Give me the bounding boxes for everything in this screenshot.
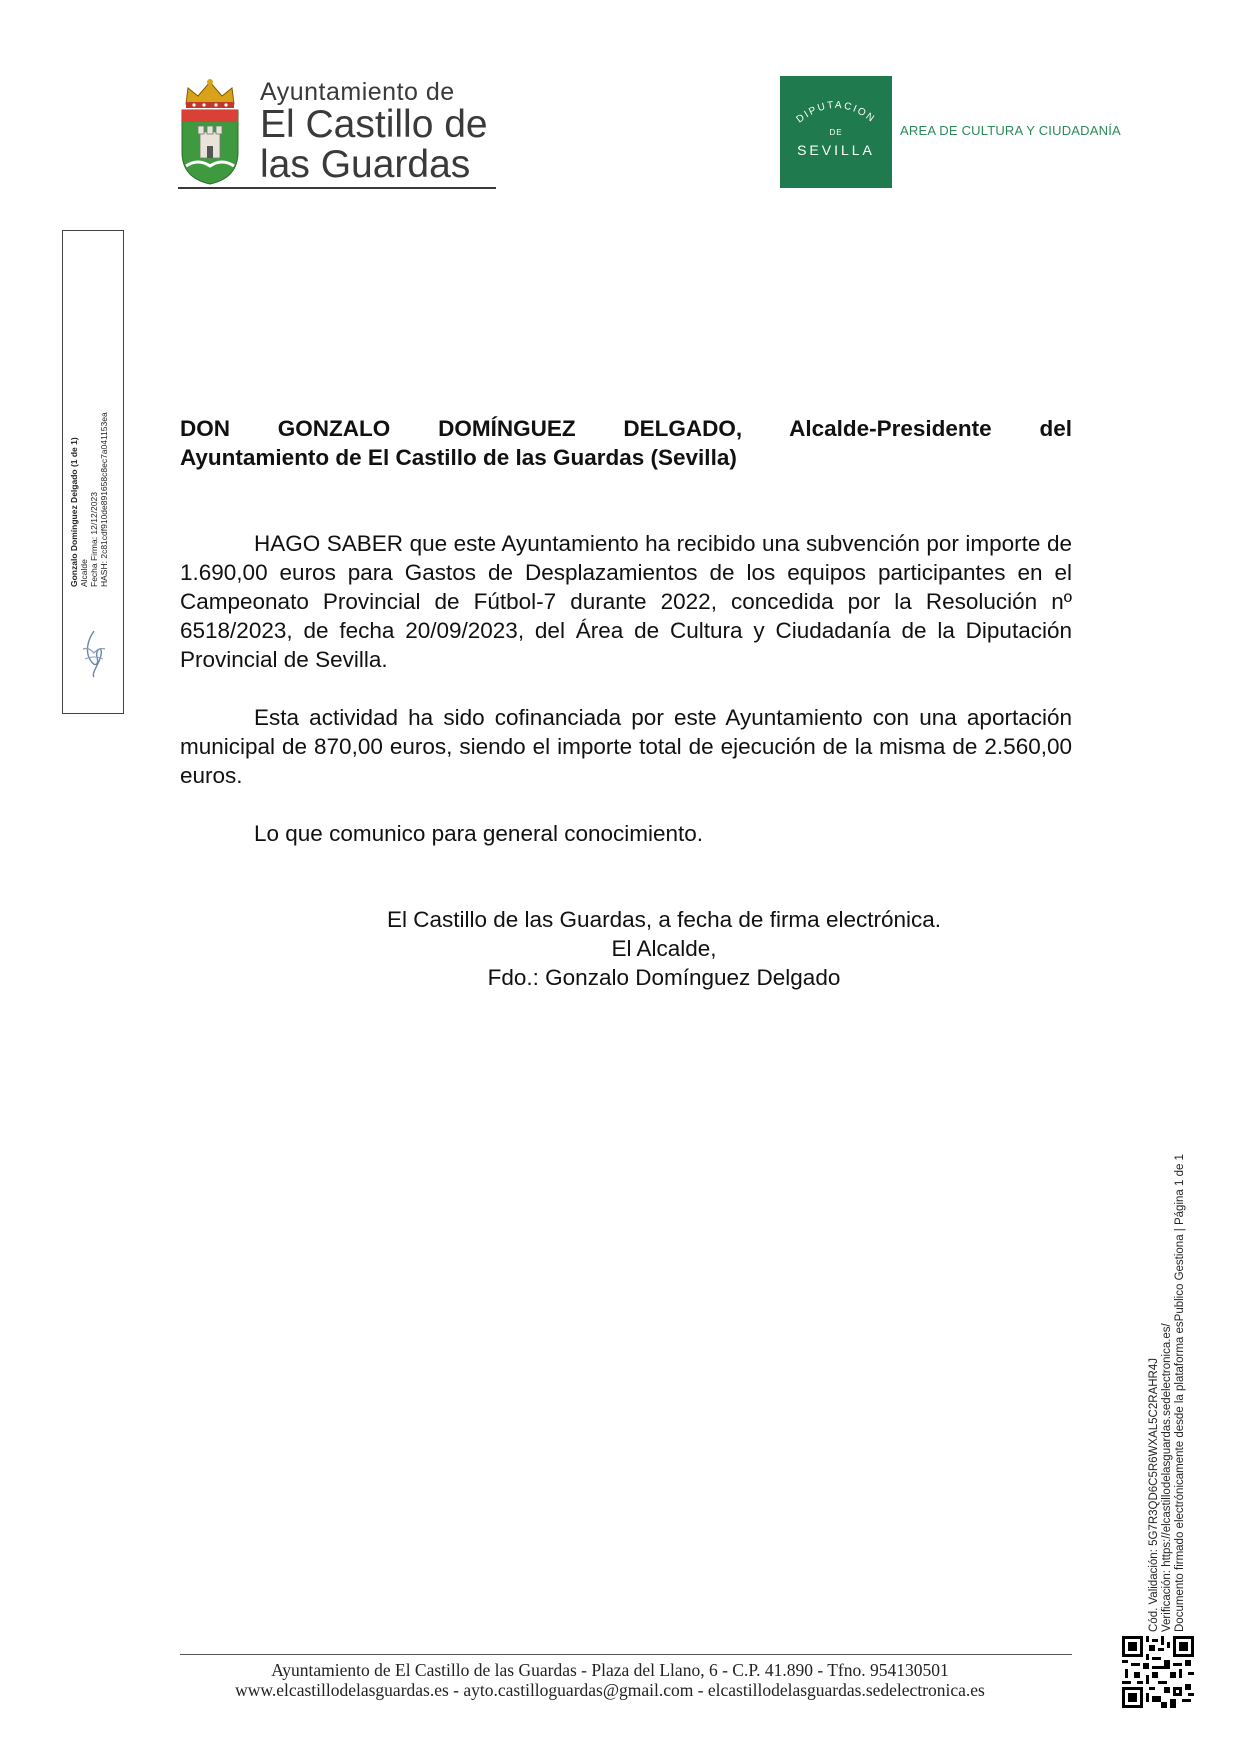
ayuntamiento-logo [178,74,498,190]
document-heading [180,414,1072,472]
signature-text [69,367,131,587]
signed-platform-note: Documento firmado electrónicamente desde la plataforma esPublico Gestiona | Página 1 de 1 [1174,1154,1186,1632]
signature-box [62,230,124,714]
sign-place: El Castillo de las Guardas, a fecha de firma electrónica. [386,907,942,932]
signer-name: Gonzalo Domínguez Delgado (1 de 1) [69,437,79,587]
sign-role: El Alcalde, [611,936,717,961]
ayuntamiento-title-line3: las Guardas [260,143,471,186]
ayuntamiento-title-line1: Ayuntamiento de [260,78,455,106]
logo-underline [178,187,496,189]
area-cultura-label: AREA DE CULTURA Y CIUDADANÍA [900,123,1121,138]
signature-hash: HASH: 2c81cdf910de891658c8ec7a041153ea [99,412,109,587]
ayuntamiento-title [260,80,488,185]
signature-date: Fecha Firma: 12/12/2023 [89,492,99,587]
diputacion-de-label: DE [829,128,843,137]
paragraph-subvencion-text: HAGO SABER que este Ayuntamiento ha recibido una subvención por importe de 1.690,00 euros para Gastos de Desplazamientos de los equipos participantes en el Campeonato Provincial de Fútbol-7 durante 2022, concedida por la Resolución nº 6518/2023, de fecha 20/09/2023, del Área de Cultura y Ciudadanía de la Diputación Provincial de Sevilla. [180,531,1072,672]
paragraph-cofinanciacion [180,703,1072,790]
signature-seal-icon [77,625,111,681]
paragraph-cofinanciacion-text: Esta actividad ha sido cofinanciada por este Ayuntamiento con una aportación municipal de 870,00 euros, siendo el importe total de ejecución de la misma de 2.560,00 euros. [180,705,1072,788]
validation-code: Cód. Validación: 5G7R3QD6C5R6WXAL5C2RAHR4J [1148,1358,1160,1632]
validation-text [1148,1092,1208,1632]
qr-code-icon [1122,1636,1194,1708]
footer [150,1660,1070,1700]
diputacion-arc-text [780,90,892,130]
paragraph-comunicacion [180,819,1072,848]
signature-block [180,905,1148,992]
verification-url[interactable]: Verificación: https://elcastillodelasguardas.sedelectronica.es/ [1161,1323,1173,1632]
heading-line1: DON GONZALO DOMÍNGUEZ DELGADO, Alcalde-Presidente del [180,416,1072,441]
footer-contacts[interactable]: www.elcastillodelasguardas.es - ayto.castilloguardas@gmail.com - elcastillodelasguardas.sedelectronica.es [235,1680,985,1700]
signer-role: Alcalde [79,559,89,587]
ayuntamiento-title-line2: El Castillo de [260,103,488,146]
heading-line2: Ayuntamiento de El Castillo de las Guardas (Sevilla) [180,445,737,470]
footer-address: Ayuntamiento de El Castillo de las Guardas - Plaza del Llano, 6 - C.P. 41.890 - Tfno. 954130501 [271,1660,949,1680]
sign-name: Fdo.: Gonzalo Domínguez Delgado [487,965,841,990]
paragraph-subvencion [180,529,1072,674]
diputacion-sevilla-label: SEVILLA [797,142,875,158]
paragraph-comunicacion-text: Lo que comunico para general conocimiento. [254,821,704,846]
diputacion-logo [780,76,892,188]
svg-text:DIPUTACION: DIPUTACION [794,99,878,126]
footer-rule [180,1654,1072,1655]
coat-of-arms-icon [178,74,242,186]
